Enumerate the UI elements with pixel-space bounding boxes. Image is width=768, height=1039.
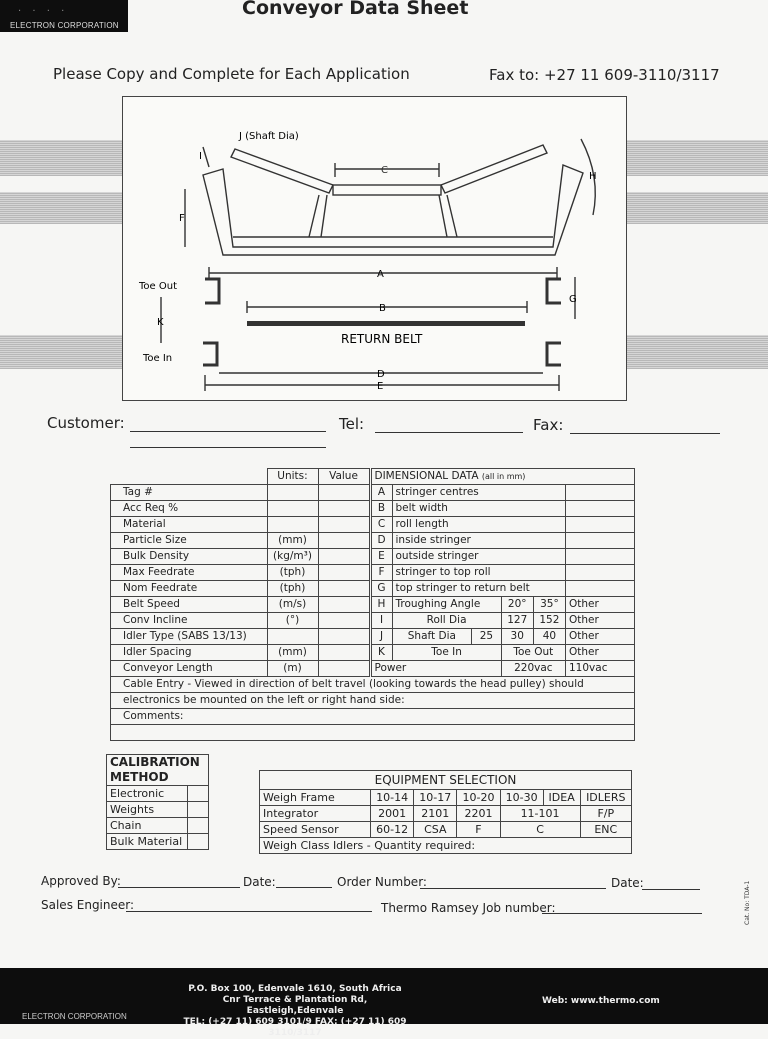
tel-label: Tel: (339, 415, 365, 433)
value-cell[interactable] (318, 629, 370, 645)
dim-k: K (157, 317, 164, 328)
table-row: Material C roll length (111, 517, 635, 533)
integrator-row: Integrator 2001 2101 2201 11-101 F/P (260, 806, 632, 822)
option-10-17[interactable]: 10-17 (414, 790, 457, 806)
option-other[interactable]: Other (566, 597, 635, 613)
conveyor-data-table (110, 468, 635, 741)
option-10-30[interactable]: 10-30 (500, 790, 543, 806)
option-enc[interactable]: ENC (580, 822, 631, 838)
company-logo (0, 0, 128, 32)
table-header-row (111, 469, 635, 485)
centre-roll (333, 185, 441, 195)
option-220vac[interactable]: 220vac (501, 661, 565, 677)
customer-field[interactable] (130, 431, 326, 432)
cable-entry-row-2[interactable]: electronics be mounted on the left or right hand side: (111, 693, 635, 709)
dim-value-cell[interactable] (566, 485, 635, 501)
option-10-20[interactable]: 10-20 (457, 790, 500, 806)
option-fp[interactable]: F/P (580, 806, 631, 822)
speed-sensor-row: Speed Sensor 60-12 CSA F C ENC (260, 822, 632, 838)
table-row: Particle Size (mm) D inside stringer (111, 533, 635, 549)
value-cell[interactable] (318, 549, 370, 565)
return-belt (247, 321, 525, 326)
equipment-selection-table (259, 770, 632, 854)
table-row: Idler Spacing (mm) K Toe In Toe Out Other (111, 645, 635, 661)
stripe-left-2 (0, 192, 122, 224)
sales-engineer-field[interactable] (126, 911, 372, 912)
idler-frame (203, 165, 583, 255)
value-cell[interactable] (318, 597, 370, 613)
weigh-frame-row: Weigh Frame 10-14 10-17 10-20 10-30 IDEA IDLERS (260, 790, 632, 806)
calibration-option[interactable]: Bulk Material (107, 834, 209, 850)
customer-field-2[interactable] (130, 447, 326, 448)
job-number-field[interactable] (542, 913, 702, 914)
conveyor-diagram-svg (123, 97, 626, 400)
option-40[interactable]: 40 (533, 629, 565, 645)
option-2001[interactable]: 2001 (371, 806, 414, 822)
calibration-option[interactable]: Weights (107, 802, 209, 818)
stripe-left-3 (0, 335, 122, 369)
dim-d: D (377, 369, 385, 380)
option-csa[interactable]: CSA (414, 822, 457, 838)
table-row: Max Feedrate (tph) F stringer to top roll (111, 565, 635, 581)
toe-in-label: Toe In (143, 353, 173, 364)
dim-h: H (589, 171, 597, 182)
conveyor-diagram (122, 96, 627, 401)
option-20deg[interactable]: 20° (501, 597, 533, 613)
job-number-label: Thermo Ramsey Job number: (381, 901, 556, 915)
catalog-number: Cat. No: TDA-1 (744, 880, 751, 925)
option-11-101[interactable]: 11-101 (500, 806, 580, 822)
option-2101[interactable]: 2101 (414, 806, 457, 822)
table-row: Nom Feedrate (tph) G top stringer to return belt (111, 581, 635, 597)
weigh-class-row[interactable]: Weigh Class Idlers - Quantity required: (260, 838, 632, 854)
tel-field[interactable] (375, 432, 523, 433)
fax-to: Fax to: +27 11 609-3110/3117 (489, 66, 720, 84)
stripe-right-1 (626, 140, 768, 176)
option-2201[interactable]: 2201 (457, 806, 500, 822)
left-wing-roll (231, 149, 333, 193)
value-cell[interactable] (318, 485, 370, 501)
dim-g: G (569, 294, 577, 305)
cable-entry-row: Cable Entry - Viewed in direction of belt travel (looking towards the head pulley) should (111, 677, 635, 693)
table-row: Conv Incline (°) I Roll Dia 127 152 Other (111, 613, 635, 629)
table-row: Bulk Density (kg/m³) E outside stringer (111, 549, 635, 565)
option-30[interactable]: 30 (501, 629, 533, 645)
value-cell[interactable] (318, 613, 370, 629)
footer (0, 968, 768, 1038)
value-cell[interactable] (318, 517, 370, 533)
table-row: Acc Req % B belt width (111, 501, 635, 517)
sales-engineer-label: Sales Engineer: (41, 898, 135, 912)
dim-c: C (381, 165, 388, 176)
date-field[interactable] (276, 887, 332, 888)
dim-value-cell[interactable] (566, 549, 635, 565)
calibration-title: CALIBRATION (107, 755, 209, 771)
value-cell[interactable] (318, 501, 370, 517)
approved-by-field[interactable] (118, 887, 240, 888)
option-152[interactable]: 152 (533, 613, 565, 629)
option-idea[interactable]: IDEA (543, 790, 580, 806)
dim-b: B (379, 303, 386, 314)
stripe-right-2 (626, 192, 768, 224)
subtitle: Please Copy and Complete for Each Application (53, 65, 410, 83)
dim-e: E (377, 381, 384, 392)
shaft-dia-label: J (Shaft Dia) (239, 131, 299, 142)
option-10-14[interactable]: 10-14 (371, 790, 414, 806)
option-110vac[interactable]: 110vac (566, 661, 635, 677)
logo-text: ELECTRON CORPORATION (10, 21, 119, 30)
dimensional-data-header: DIMENSIONAL DATA (all in mm) (370, 469, 635, 485)
stripe-right-3 (626, 335, 768, 369)
stripe-left-1 (0, 140, 122, 176)
fax-field[interactable] (570, 433, 720, 434)
option-35deg[interactable]: 35° (533, 597, 565, 613)
toe-out-label: Toe Out (139, 281, 177, 292)
footer-address: P.O. Box 100, Edenvale 1610, South Africa Cnr Terrace & Plantation Rd, Eastleigh,Edenvale TEL: (+27 11) 609 3101/9 FAX: (+27 11) 609 3110/3117 (183, 984, 407, 1038)
page-title: Conveyor Data Sheet (242, 0, 469, 19)
calibration-option[interactable]: Chain (107, 818, 209, 834)
table-row: Tag # A stringer centres (111, 485, 635, 501)
value-cell[interactable] (318, 565, 370, 581)
order-number-label: Order Number: (337, 875, 427, 889)
value-cell[interactable] (318, 581, 370, 597)
option-toe-in[interactable]: Toe In (392, 645, 501, 661)
logo-mark: · · · · (18, 6, 69, 17)
footer-logo-text: ELECTRON CORPORATION (22, 1012, 127, 1021)
calibration-method-table (106, 754, 209, 850)
table-row: Belt Speed (m/s) H Troughing Angle 20° 35° Other (111, 597, 635, 613)
return-belt-label: RETURN BELT (341, 332, 423, 346)
dim-value-cell[interactable] (566, 517, 635, 533)
dim-f: F (179, 213, 185, 224)
date2-field[interactable] (642, 889, 700, 890)
option-c[interactable]: C (500, 822, 580, 838)
dim-a: A (377, 269, 384, 280)
customer-label: Customer: (47, 414, 125, 432)
option-toe-out[interactable]: Toe Out (501, 645, 565, 661)
approved-by-label: Approved By: (41, 874, 121, 888)
value-header: Value (318, 469, 370, 485)
dim-value-cell[interactable] (566, 533, 635, 549)
option-25[interactable]: 25 (472, 629, 501, 645)
right-wing-roll (441, 145, 547, 193)
date-label: Date: (243, 875, 276, 889)
option-127[interactable]: 127 (501, 613, 533, 629)
comments-row-2[interactable] (111, 725, 635, 741)
option-other[interactable]: Other (566, 645, 635, 661)
comments-row[interactable]: Comments: (111, 709, 635, 725)
table-row: Idler Type (SABS 13/13) J Shaft Dia 25 30 40 Other (111, 629, 635, 645)
table-row: Conveyor Length (m) Power 220vac 110vac (111, 661, 635, 677)
date2-label: Date: (611, 876, 644, 890)
option-f[interactable]: F (457, 822, 500, 838)
value-cell[interactable] (318, 533, 370, 549)
calibration-option[interactable]: Electronic (107, 786, 209, 802)
dim-value-cell[interactable] (566, 501, 635, 517)
dim-i-top: I (199, 151, 202, 162)
order-number-field[interactable] (420, 888, 606, 889)
option-other[interactable]: Other (566, 629, 635, 645)
value-cell[interactable] (318, 645, 370, 661)
equipment-title: EQUIPMENT SELECTION (260, 771, 632, 790)
dim-value-cell[interactable] (566, 565, 635, 581)
fax-label: Fax: (533, 416, 564, 434)
calibration-title-2: METHOD (107, 770, 209, 786)
option-60-12[interactable]: 60-12 (371, 822, 414, 838)
option-idlers[interactable]: IDLERS (580, 790, 631, 806)
value-cell[interactable] (318, 661, 370, 677)
units-header: Units: (267, 469, 318, 485)
option-other[interactable]: Other (566, 613, 635, 629)
footer-web: Web: www.thermo.com (542, 996, 660, 1006)
dim-value-cell[interactable] (566, 581, 635, 597)
